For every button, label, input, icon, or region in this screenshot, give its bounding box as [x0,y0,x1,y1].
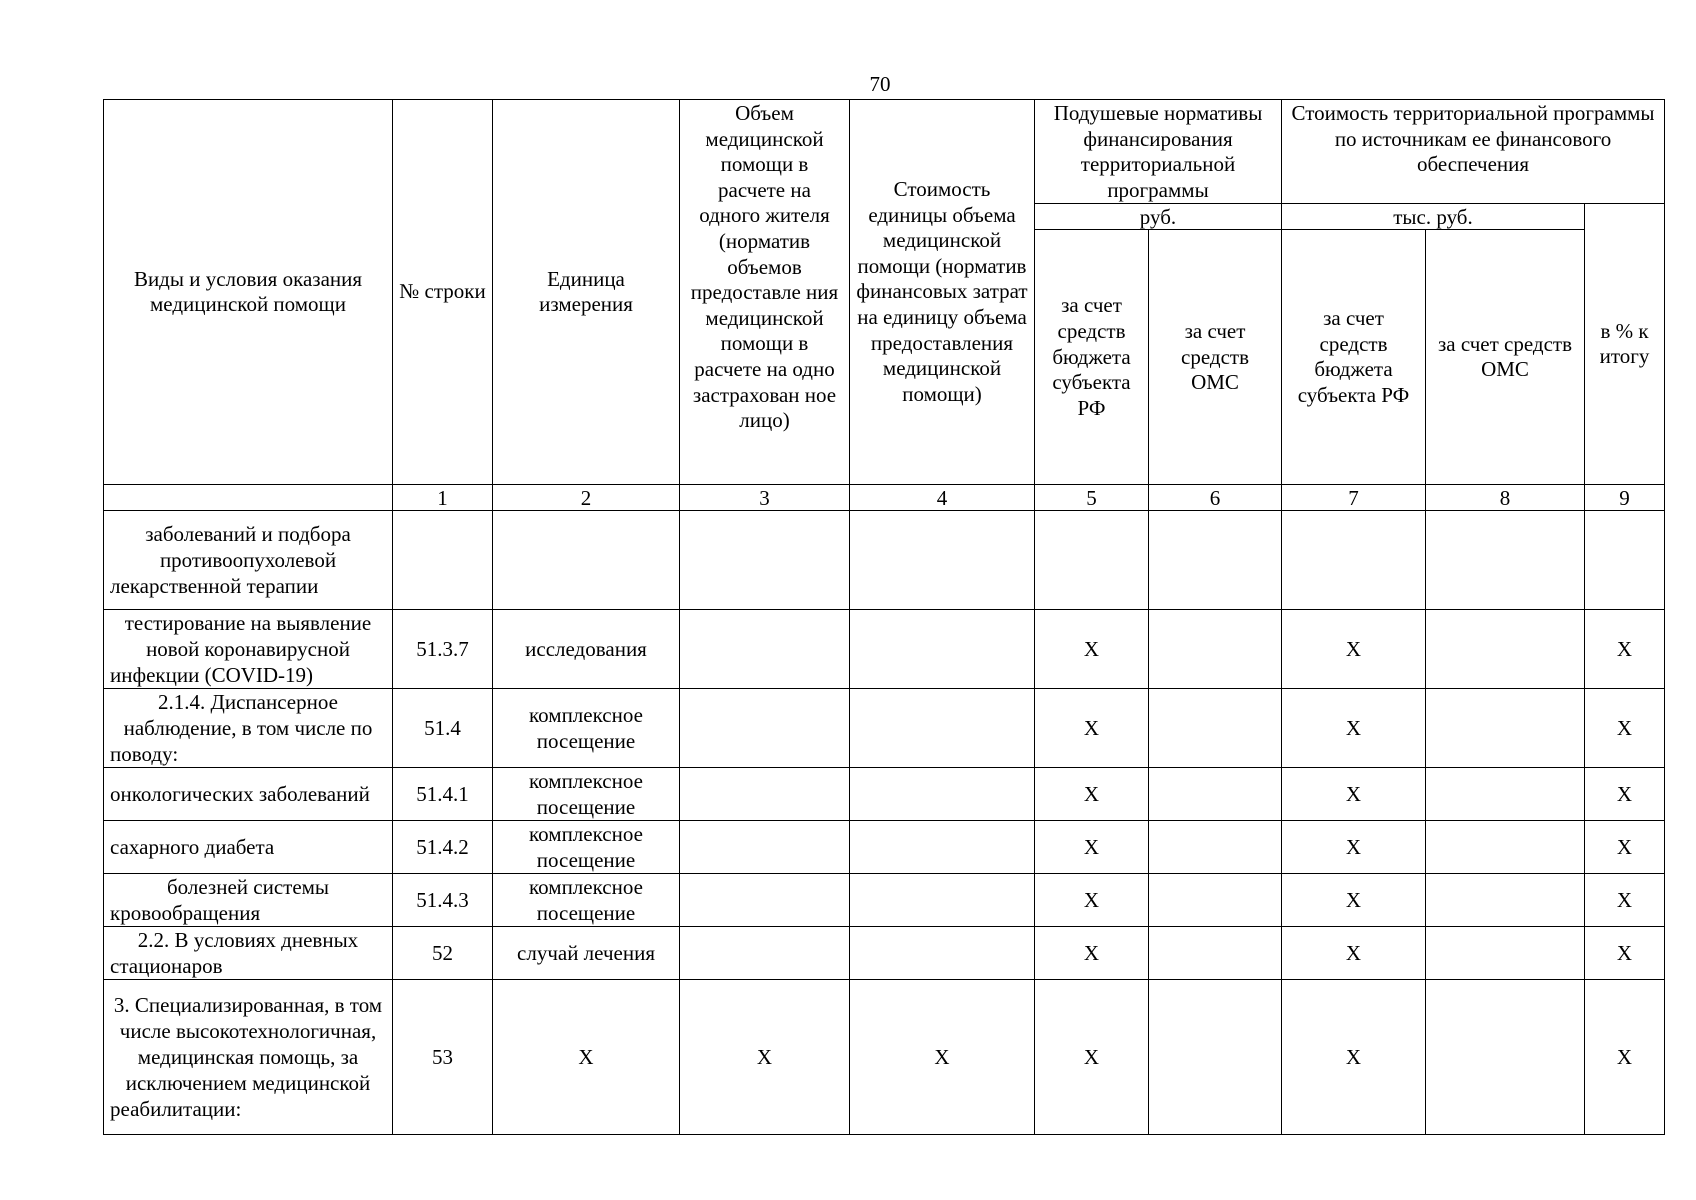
row-col5: X [1035,980,1149,1135]
row-number: 51.4.2 [393,821,493,874]
financing-table [103,99,1665,1135]
row-col8 [1426,980,1585,1135]
row-unit-cost [850,874,1035,927]
header-col7: за счет средств бюджета субъекта РФ [1282,230,1426,485]
row-name: 2.1.4. Диспансерное наблюдение, в том числе по поводу: [104,689,393,768]
row-col7 [1282,511,1426,610]
row-number: 51.3.7 [393,610,493,689]
row-unit: исследования [493,610,680,689]
row-col8 [1426,689,1585,768]
row-volume [680,821,850,874]
table-row [104,821,1665,874]
table-row [104,927,1665,980]
row-volume [680,511,850,610]
column-number-cell: 3 [680,485,850,511]
row-col6 [1149,511,1282,610]
row-unit-cost [850,689,1035,768]
row-unit [493,511,680,610]
column-number-cell [104,485,393,511]
row-col5: X [1035,689,1149,768]
row-col7: X [1282,821,1426,874]
row-col6 [1149,980,1282,1135]
row-col5: X [1035,768,1149,821]
row-col9: X [1585,768,1665,821]
header-unit: Единица измерения [493,100,680,485]
row-name: онкологических заболеваний [104,768,393,821]
row-unit-cost [850,768,1035,821]
table-row [104,768,1665,821]
header-volume: Объем медицинской помощи в расчете на одного жителя (норматив объемов предоставле ния медицинской помощи в расчете на одно застрахован ное лицо) [680,100,850,485]
row-unit: комплексное посещение [493,768,680,821]
header-per-capita-group: Подушевые нормативы финансирования территориальной программы [1035,100,1282,204]
row-col9: X [1585,927,1665,980]
row-volume [680,768,850,821]
row-name: 3. Специализированная, в том числе высокотехнологичная, медицинская помощь, за исключением медицинской реабилитации: [104,980,393,1135]
row-col7: X [1282,980,1426,1135]
row-col9: X [1585,821,1665,874]
row-name: болезней системы кровообращения [104,874,393,927]
header-total-cost-group: Стоимость территориальной программы по источникам ее финансового обеспечения [1282,100,1665,204]
row-unit-cost: X [850,980,1035,1135]
header-row-number: № строки [393,100,493,485]
header-kind: Виды и условия оказания медицинской помощи [104,100,393,485]
row-unit: комплексное посещение [493,821,680,874]
row-unit: X [493,980,680,1135]
row-number [393,511,493,610]
row-col5: X [1035,927,1149,980]
row-col7: X [1282,874,1426,927]
row-col8 [1426,927,1585,980]
row-name: заболеваний и подбора противоопухолевой лекарственной терапии [104,511,393,610]
row-col9: X [1585,610,1665,689]
header-unit-rub: руб. [1035,204,1282,230]
column-number-cell: 7 [1282,485,1426,511]
row-unit-cost [850,927,1035,980]
row-col9: X [1585,689,1665,768]
row-col8 [1426,610,1585,689]
column-numbers-row [104,485,1665,511]
column-number-cell: 1 [393,485,493,511]
row-volume [680,610,850,689]
row-col8 [1426,874,1585,927]
row-number: 51.4.3 [393,874,493,927]
header-unit-cost: Стоимость единицы объема медицинской помощи (норматив финансовых затрат на единицу объема предоставления медицинской помощи) [850,100,1035,485]
row-col5: X [1035,610,1149,689]
row-number: 51.4 [393,689,493,768]
header-col8: за счет средств ОМС [1426,230,1585,485]
row-col6 [1149,610,1282,689]
column-number-cell: 6 [1149,485,1282,511]
header-row-1 [104,100,1665,204]
row-col9: X [1585,874,1665,927]
header-col5: за счет средств бюджета субъекта РФ [1035,230,1149,485]
row-unit-cost [850,610,1035,689]
row-col7: X [1282,610,1426,689]
header-col6: за счет средств ОМС [1149,230,1282,485]
row-col5: X [1035,874,1149,927]
header-percent-total: в % к итогу [1585,204,1665,485]
row-col7: X [1282,768,1426,821]
column-number-cell: 2 [493,485,680,511]
column-number-cell: 4 [850,485,1035,511]
row-volume [680,927,850,980]
row-number: 51.4.1 [393,768,493,821]
row-col6 [1149,768,1282,821]
row-col6 [1149,927,1282,980]
row-col9: X [1585,980,1665,1135]
row-unit-cost [850,821,1035,874]
table-row [104,689,1665,768]
table-row [104,511,1665,610]
row-number: 53 [393,980,493,1135]
row-col8 [1426,768,1585,821]
row-volume [680,689,850,768]
row-col8 [1426,821,1585,874]
table-row [104,980,1665,1135]
row-unit: случай лечения [493,927,680,980]
row-unit: комплексное посещение [493,874,680,927]
row-name: тестирование на выявление новой коронавирусной инфекции (COVID-19) [104,610,393,689]
row-volume [680,874,850,927]
row-col5: X [1035,821,1149,874]
row-name: сахарного диабета [104,821,393,874]
row-col7: X [1282,689,1426,768]
row-col5 [1035,511,1149,610]
row-col8 [1426,511,1585,610]
row-number: 52 [393,927,493,980]
row-col6 [1149,689,1282,768]
row-unit: комплексное посещение [493,689,680,768]
row-volume: X [680,980,850,1135]
header-unit-thousand-rub: тыс. руб. [1282,204,1585,230]
table-row [104,610,1665,689]
row-name: 2.2. В условиях дневных стационаров [104,927,393,980]
row-col6 [1149,874,1282,927]
column-number-cell: 9 [1585,485,1665,511]
row-unit-cost [850,511,1035,610]
column-number-cell: 8 [1426,485,1585,511]
row-col9 [1585,511,1665,610]
table-row [104,874,1665,927]
page-number: 70 [869,72,891,96]
row-col6 [1149,821,1282,874]
column-number-cell: 5 [1035,485,1149,511]
row-col7: X [1282,927,1426,980]
